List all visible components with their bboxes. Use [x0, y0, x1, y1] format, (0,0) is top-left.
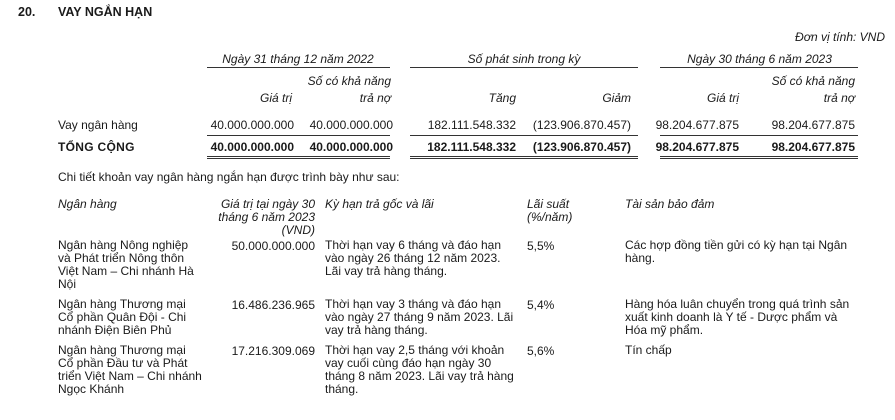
row-label-total: TỔNG CỘNG — [58, 140, 135, 154]
col-header-capacity-2022-l1: Số có khả năng — [307, 74, 391, 88]
total-bottom-rule-2a — [410, 156, 638, 157]
cell-total-capacity-2023: 98.204.677.875 — [771, 140, 855, 154]
cell-bank-loans-increase: 182.111.548.332 — [427, 118, 516, 132]
col-header-value-2022: Giá trị — [259, 91, 292, 105]
t2-header-rate-l1: Lãi suất — [527, 197, 570, 211]
cell-bank-loans-value-2023: 98.204.677.875 — [655, 118, 739, 132]
t2-row2-value: 16.486.236.965 — [231, 298, 315, 312]
t2-row3-value: 17.216.309.069 — [231, 344, 315, 358]
total-top-rule-2 — [410, 135, 638, 136]
col-header-value-2023: Giá trị — [706, 91, 739, 105]
cell-total-capacity-2022: 40.000.000.000 — [309, 140, 393, 154]
col-header-capacity-2023-l2: trả nợ — [823, 91, 855, 105]
t2-row1-collateral: Các hợp đồng tiền gửi có kỳ hạn tại Ngân hàng. — [625, 238, 848, 265]
t2-header-collateral: Tài sản bảo đảm — [625, 197, 715, 211]
t2-row1-bank: Ngân hàng Nông nghiệp và Phát triển Nông thôn Việt Nam – Chi nhánh Hà Nội — [58, 238, 194, 291]
total-bottom-rule-3b — [660, 158, 858, 159]
col-header-increase: Tăng — [488, 91, 516, 105]
t2-row3-collateral: Tín chấp — [625, 343, 672, 357]
detail-intro: Chi tiết khoản vay ngân hàng ngắn hạn được trình bày như sau: — [58, 170, 400, 184]
col-header-capacity-2023-l1: Số có khả năng — [771, 74, 855, 88]
t2-row3-term: Thời hạn vay 2,5 tháng với khoản vay cuối cùng đáo hạn ngày 30 tháng 8 năm 2023. Lãi vay trả hàng tháng. — [325, 343, 514, 396]
group-underline-3 — [660, 67, 858, 68]
cell-total-decrease: (123.906.870.457) — [532, 140, 631, 154]
t2-row2-bank: Ngân hàng Thương mại Cổ phần Quân Đội - Chi nhánh Điện Biên Phủ — [58, 297, 187, 337]
total-top-rule-3 — [660, 135, 858, 136]
t2-header-value-l2: tháng 6 năm 2023 — [218, 210, 315, 224]
t2-header-term: Kỳ hạn trả gốc và lãi — [325, 197, 434, 211]
t2-row2-term: Thời hạn vay 3 tháng và đáo hạn vào ngày 27 tháng 9 năm 2023. Lãi vay trả hàng tháng. — [325, 297, 514, 337]
col-header-capacity-2022-l2: trả nợ — [359, 91, 391, 105]
unit-label: Đơn vị tính: VND — [795, 30, 885, 44]
group-header-dec-2022: Ngày 31 tháng 12 năm 2022 — [222, 52, 374, 66]
cell-bank-loans-capacity-2022: 40.000.000.000 — [309, 118, 393, 132]
total-top-rule-1 — [207, 135, 390, 136]
section-title: VAY NGẮN HẠN — [58, 5, 153, 19]
t2-row1-rate: 5,5% — [527, 239, 555, 253]
row-label-bank-loans: Vay ngân hàng — [58, 118, 138, 132]
cell-bank-loans-capacity-2023: 98.204.677.875 — [771, 118, 855, 132]
t2-header-value-l3: (VND) — [281, 223, 315, 237]
cell-total-increase: 182.111.548.332 — [427, 140, 516, 154]
t2-header-rate-l2: (%/năm) — [527, 210, 573, 224]
total-bottom-rule-2b — [410, 158, 638, 159]
t2-row3-rate: 5,6% — [527, 344, 555, 358]
cell-total-value-2022: 40.000.000.000 — [210, 140, 294, 154]
group-underline-1 — [207, 67, 390, 68]
cell-bank-loans-value-2022: 40.000.000.000 — [210, 118, 294, 132]
t2-row2-collateral: Hàng hóa luân chuyển trong quá trình sản xuất kinh doanh là Y tế - Dược phẩm và Hóa mỹ phẩm. — [625, 297, 850, 337]
t2-row3-bank: Ngân hàng Thương mại Cổ phần Đầu tư và Phát triển Việt Nam – Chi nhánh Ngọc Khánh — [58, 343, 202, 396]
group-header-jun-2023: Ngày 30 tháng 6 năm 2023 — [687, 52, 832, 66]
total-bottom-rule-3a — [660, 156, 858, 157]
t2-row2-rate: 5,4% — [527, 298, 555, 312]
t2-row1-value: 50.000.000.000 — [231, 239, 315, 253]
t2-header-bank: Ngân hàng — [58, 197, 117, 211]
total-bottom-rule-1b — [207, 158, 390, 159]
t2-header-value-l1: Giá trị tại ngày 30 — [220, 197, 315, 211]
col-header-decrease: Giảm — [602, 91, 631, 105]
group-header-movement: Số phát sinh trong kỳ — [467, 52, 581, 66]
total-bottom-rule-1a — [207, 156, 390, 157]
cell-total-value-2023: 98.204.677.875 — [655, 140, 739, 154]
group-underline-2 — [410, 67, 638, 68]
section-number: 20. — [18, 5, 36, 19]
t2-row1-term: Thời hạn vay 6 tháng và đáo hạn vào ngày 26 tháng 12 năm 2023. Lãi vay trả hàng tháng. — [325, 238, 501, 278]
cell-bank-loans-decrease: (123.906.870.457) — [532, 118, 631, 132]
